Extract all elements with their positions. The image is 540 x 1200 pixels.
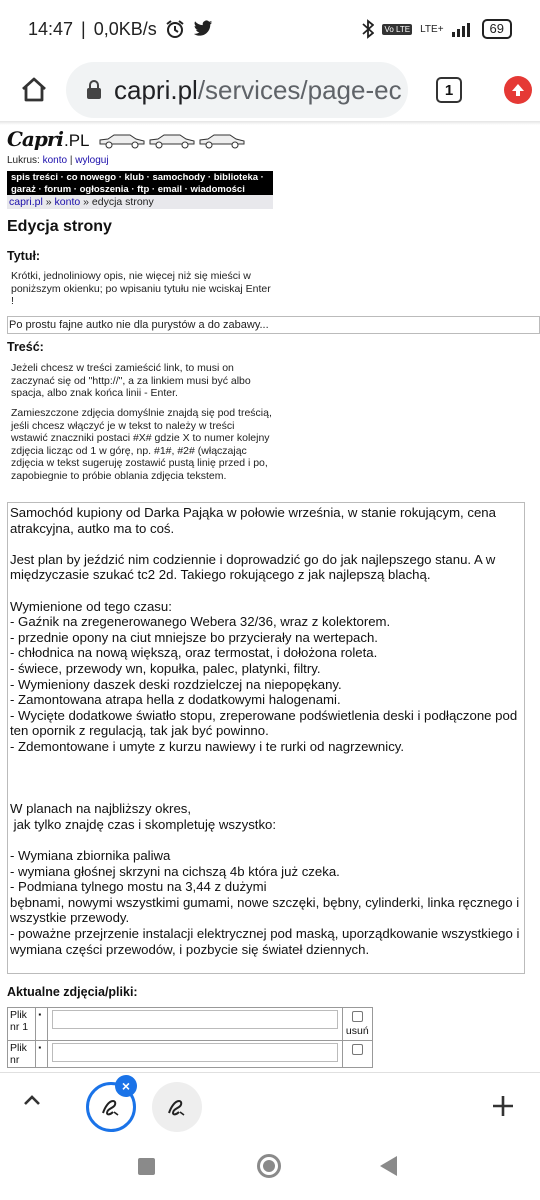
tab-switcher-button[interactable]: 1 [436, 77, 462, 103]
system-nav-bar [0, 1136, 540, 1200]
lock-icon [86, 80, 102, 100]
file-icon: ▪ [36, 1008, 47, 1041]
home-icon [19, 75, 49, 105]
add-button[interactable] [492, 1087, 514, 1126]
back-button[interactable] [380, 1156, 397, 1176]
site-logo[interactable]: Capri [7, 127, 63, 151]
home-nav-button[interactable] [257, 1154, 281, 1178]
file-input[interactable] [52, 1010, 338, 1029]
car-icon [148, 133, 196, 149]
bluetooth-icon [362, 19, 374, 39]
car-illustrations [98, 133, 246, 149]
file-row [8, 1041, 373, 1068]
title-label: Tytuł: [7, 249, 41, 263]
title-input[interactable]: Po prostu fajne autko nie dla purystów a do zabawy... [7, 316, 540, 334]
user-line: Lukrus: konto | wyloguj [7, 155, 109, 166]
delete-label: usuń [345, 1025, 369, 1037]
file-row [8, 1008, 373, 1041]
clock: 14:47 [28, 18, 74, 39]
breadcrumb-account[interactable]: konto [54, 196, 81, 208]
content-label: Treść: [7, 340, 44, 354]
menu-line-2[interactable]: garaż · forum · ogłoszenia · ftp · email · wiadomości [11, 184, 245, 195]
file-name: Plik nr 1 [8, 1008, 36, 1041]
file-icon: ▪ [36, 1041, 47, 1068]
car-icon [198, 133, 246, 149]
site-logo-suffix: .PL [64, 131, 90, 150]
files-table [7, 1007, 373, 1068]
url-bar[interactable] [66, 62, 408, 118]
content-help-photos: Zamieszczone zdjęcia domyślnie znajdą się pod treścią, jeśli chcesz włączyć je w tekst to należy w treści wstawić znaczniki postaci #X# gdzie X to numer kolejny zdjęcia licząc od 1 w górę, np. #1#, #2# (włączając zdjęcia w tekst sugeruję zostawić pustą linię przed i po, zapobiegnie to próbie oblania zdjęcia tekstem. [11, 407, 272, 482]
pen-icon [165, 1095, 189, 1119]
file-name: Plik nr [8, 1041, 36, 1068]
files-label: Aktualne zdjęcia/pliki: [7, 985, 138, 999]
account-link[interactable]: konto [42, 155, 68, 166]
menu-line-1[interactable]: spis treści · co nowego · klub · samochody · biblioteka · [11, 172, 264, 183]
breadcrumb-home[interactable]: capri.pl [9, 196, 43, 208]
url-host: capri.pl [114, 74, 198, 105]
breadcrumb-current: » edycja strony [83, 196, 154, 208]
twitter-icon [193, 20, 213, 38]
car-icon [98, 133, 146, 149]
chevron-up-icon [22, 1093, 42, 1107]
home-button[interactable] [2, 58, 66, 122]
file-input[interactable] [52, 1043, 338, 1062]
arrow-up-icon [510, 82, 526, 98]
collapse-button[interactable] [22, 1093, 42, 1112]
signal-icon [452, 21, 474, 37]
site-header [7, 125, 246, 151]
pen-icon [99, 1095, 123, 1119]
url-path: /services/page-ec [197, 74, 402, 105]
logout-link[interactable]: wyloguj [75, 155, 109, 166]
web-page [0, 125, 540, 1085]
plus-icon [492, 1095, 514, 1117]
update-button[interactable] [504, 76, 532, 104]
annotate-tool[interactable] [152, 1082, 202, 1132]
network-type: LTE+ [420, 23, 444, 35]
bottom-toolbar [0, 1072, 540, 1136]
content-help-links: Jeżeli chcesz w treści zamieścić link, to musi on zaczynać się od "http://", a za linkiem musi być albo spacja, albo znak końca linii - Enter. [11, 362, 251, 399]
status-bar: 14:47 | 0,0KB/s Vo LTE LTE+ 69 [0, 0, 540, 58]
main-menu[interactable] [7, 171, 273, 197]
delete-checkbox[interactable] [352, 1044, 363, 1055]
browser-toolbar [0, 58, 540, 122]
delete-checkbox[interactable] [352, 1011, 363, 1022]
network-speed: 0,0KB/s [93, 18, 157, 39]
page-title: Edycja strony [7, 218, 112, 235]
volte-badge: Vo LTE [384, 24, 411, 34]
title-help-text: Krótki, jednoliniowy opis, nie więcej niż się mieści w poniższym okienku; po wpisaniu tytułu nie wciskaj Enter ! [11, 270, 271, 307]
recents-button[interactable] [138, 1158, 155, 1175]
alarm-icon [165, 19, 185, 39]
breadcrumb: capri.pl » konto » edycja strony [7, 195, 273, 209]
content-textarea[interactable]: Samochód kupiony od Darka Pająka w połowie września, w stanie rokującym, cena atrakcyjna, autko ma to coś. Jest plan by jeździć nim codziennie i doprowadzić go do jak najlepszego stanu. A w międzyczasie szukać tc2 2d. Takiego rokującego z jak najlepszą blachą. Wymienione od tego czasu: - Gaźnik na zregenerowanego Webera 32/36, wraz z kolektorem. - przednie opony na ciut mniejsze bo przycierały na wertepach. - chłodnica na nową większą, oraz termostat, i dołożona roleta. - świece, przewody wn, kopułka, palec, platynki, filtry. - Wymieniony daszek deski rozdzielczej na niepopękany. - Zamontowana atrapa hella z dodatkowymi halogenami. - Wycięte dodatkowe światło stopu, zreperowane podświetlenia deski i podłączone pod ten opornik z regulacją, tak jak być powinno. - Zdemontowane i umyte z kurzu nawiewy i te rurki od nagrzewnicy. W planach na najbliższy okres, jak tylko znajdę czas i skompletuję wszystko: - Wymiana zbiornika paliwa - wymiana głośnej skrzyni na cichszą 4b która już czeka. - Podmiana tylnego mostu na 3,44 z dużymi bębnami, nowymi wszystkimi gumami, nowe szczęki, bębny, cylinderki, linka ręcznego i wszystkie przewody. - poważne przejrzenie instalacji elektrycznej pod maską, uporządkowanie wszystkiego i wymiana części przewodów, i pozbycie się świateł dziennych. [7, 502, 525, 974]
close-icon[interactable]: × [115, 1075, 137, 1097]
battery-indicator: 69 [482, 19, 512, 39]
